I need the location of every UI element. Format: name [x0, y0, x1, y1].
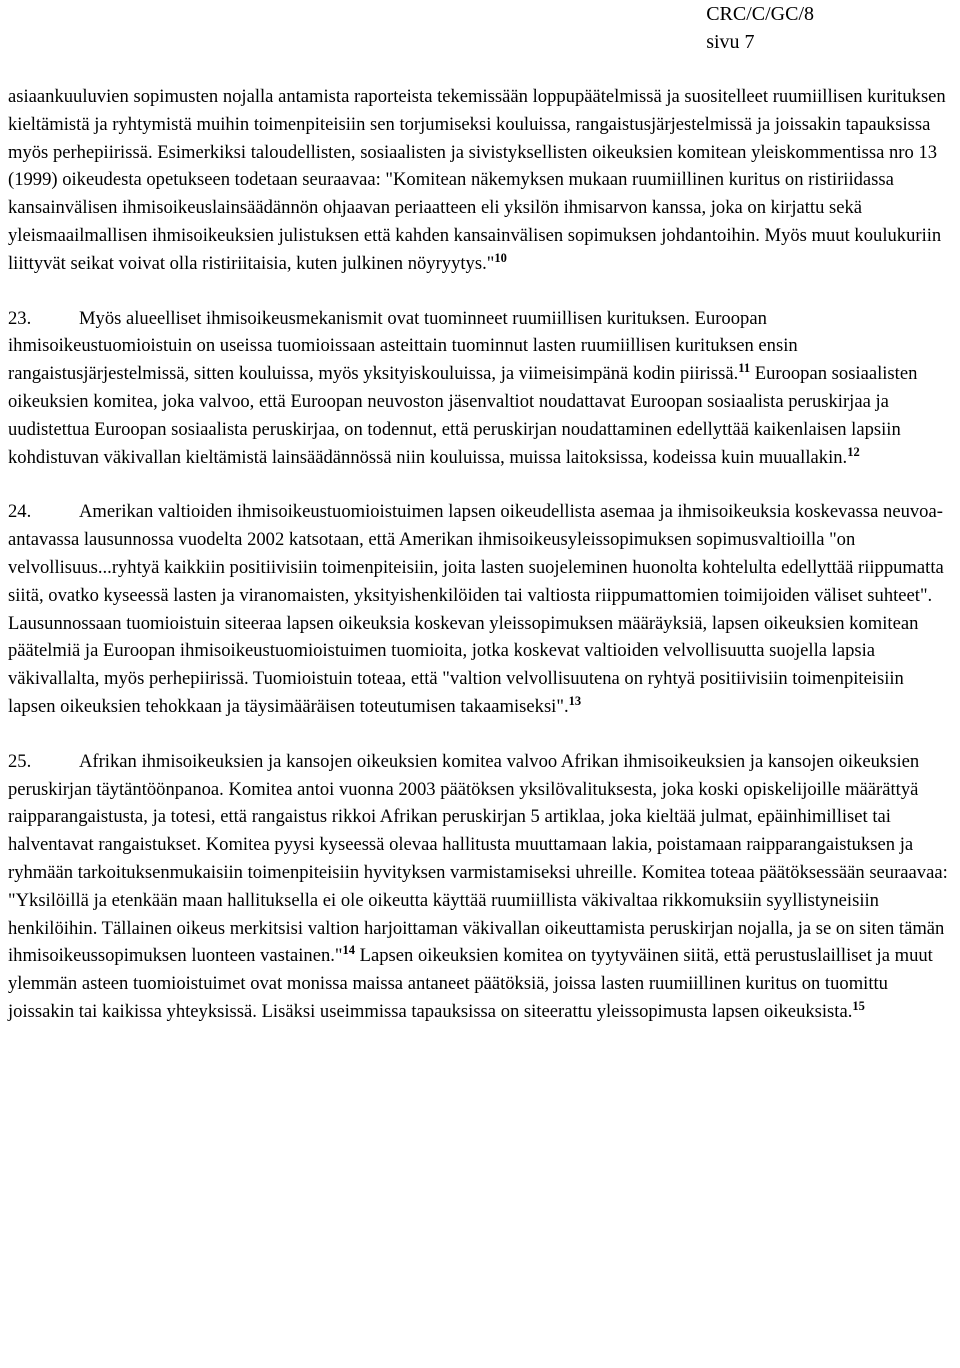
footnote-ref[interactable]: 14	[342, 943, 355, 958]
paragraph-23	[8, 305, 952, 472]
paragraph-text: Afrikan ihmisoikeuksien ja kansojen oikeuksien komitea valvoo Afrikan ihmisoikeuksien ja kansojen oikeuksien peruskirjan täytäntöönpanoa. Komitea antoi vuonna 2003 päätöksen yksilövalituksesta, joka koski opiskelijoille määrättyä raipparangaistusta, ja totesi, että rangaistus rikkoi Afrikan peruskirjan 5 artiklaa, joka kieltää julmat, epäinhimilliset tai halventavat rangaistukset. Komitea pyysi kyseessä olevaa hallitusta muuttamaan lakia, poistamaan raipparangaistuksen ja ryhmään tarkoituksenmukaisiin toimenpiteisiin hyvityksen varmistamiseksi uhreille. Komitea toteaa päätöksessään seuraavaa: "Yksilöillä ja etenkään maan hallituksella ei ole oikeutta käyttää ruumiillista väkivaltaa rikkomuksiin syyllistyneisiin henkilöihin. Tällainen oikeus merkitsisi valtion harjoittaman väkivallan oikeuttamista peruskirjan nojalla, ja se on siten tämän ihmisoikeussopimuksen luonteen vastainen."	[8, 750, 948, 967]
paragraph-number: 24.	[8, 501, 32, 523]
page-number: sivu 7	[706, 31, 755, 53]
footnote-ref[interactable]: 15	[852, 998, 865, 1013]
paragraph-text: asiaankuuluvien sopimusten nojalla antamista raporteista tekemissään loppupäätelmissä ja suositelleet ruumiillisen kurituksen kieltämistä ja ryhtymistä muihin toimenpiteisiin sen torjumiseksi kouluissa, rangaistusjärjestelmissä ja joissakin tapauksissa myös perhepiirissä. Esimerkiksi taloudellisten, sosiaalisten ja sivistyksellisten oikeuksien komitean yleiskommentissa nro 13 (1999) oikeudesta opetukseen todetaan seuraavaa: "Komitean näkemyksen mukaan ruumiillinen kuritus on ristiriidassa kansainvälisen ihmisoikeuslainsäädännön ohjaavan periaatteen eli yksilön ihmisarvon kanssa, joka on kirjattu sekä yleismaailmallisen ihmisoikeuksien julistuksen että kahden kansainvälisen sopimuksen johdantoihin. Myös muut koulukuriin liittyvät seikat voivat olla ristiriitaisia, kuten julkinen nöyryytys."	[8, 86, 946, 274]
paragraph-text: Amerikan valtioiden ihmisoikeustuomioistuimen lapsen oikeudellista asemaa ja ihmisoikeuksia koskevassa neuvoa-antavassa lausunnossa vuodelta 2002 katsotaan, että Amerikan ihmisoikeusyleissopimuksen sopimusvaltioilla "on velvollisuus...ryhtyä kaikkiin positiivisiin toimenpiteisiin, joita lasten suojeleminen huonolta kohtelulta edellyttää riippumatta siitä, ovatko kyseessä lasten ja viranomaisten, yksityishenkilöiden tai valtiosta riippumattomien toimijoiden väliset suhteet". Lausunnossaan tuomioistuin siteeraa lapsen oikeuksia koskevan yleissopimuksen määräyksiä, lapsen oikeuksien komitean päätelmiä ja Euroopan ihmisoikeustuomioistuimen tuomioita, jotka koskevat valtioiden velvollisuutta suojella lapsia väkivallalta, myös perhepiirissä. Tuomioistuin toteaa, että "valtion velvollisuutena on ryhtyä positiivisiin toimenpiteisiin lapsen oikeuksien tehokkaan ja täysimääräisen toteutumisen takaamiseksi".	[8, 501, 944, 717]
footnote-ref[interactable]: 11	[738, 361, 751, 376]
document-body	[8, 83, 952, 1026]
paragraph-text: Lapsen oikeuksien komitea on tyytyväinen siitä, että perustuslailliset ja muut ylemmän asteen tuomioistuimet ovat monissa maissa antaneet päätöksiä, joissa lasten ruumiillinen kuritus on tuomittu joissakin tai kaikissa yhteyksissä. Lisäksi useimmissa tapauksissa on siteerattu yleissopimusta lapsen oikeuksista.	[8, 945, 933, 1022]
paragraph-number: 25.	[8, 750, 32, 772]
footnote-ref[interactable]: 12	[847, 444, 860, 459]
document-symbol: CRC/C/GC/8	[706, 3, 814, 25]
footnote-ref[interactable]: 13	[568, 693, 582, 708]
paragraph-24	[8, 498, 952, 720]
footnote-ref[interactable]: 10	[494, 250, 507, 265]
paragraph-continuation	[8, 83, 952, 278]
paragraph-text: Euroopan sosiaalisten oikeuksien komitea, joka valvoo, että Euroopan neuvoston jäsenvaltiot noudattavat Euroopan sosiaalista peruskirjaa ja uudistettua Euroopan sosiaalista peruskirjaa, on todennut, että peruskirjan noudattaminen edellyttää kaikenlaisen lapsiin kohdistuvan väkivallan kieltämistä lainsäädännössä niin kouluissa, muissa laitoksissa, kodeissa kuin muuallakin.	[8, 363, 918, 468]
paragraph-25	[8, 748, 952, 1026]
paragraph-text: Myös alueelliset ihmisoikeusmekanismit ovat tuominneet ruumiillisen kurituksen. Euroopan ihmisoikeustuomioistuin on useissa tuomioissaan asteittain tuominnut lasten ruumiillisen kurituksen ensin rangaistusjärjestelmissä, sitten kouluissa, myös yksityiskouluissa, ja viimeisimpänä kodin piirissä.	[8, 307, 798, 385]
page-header	[706, 0, 814, 56]
paragraph-number: 23.	[8, 307, 32, 329]
